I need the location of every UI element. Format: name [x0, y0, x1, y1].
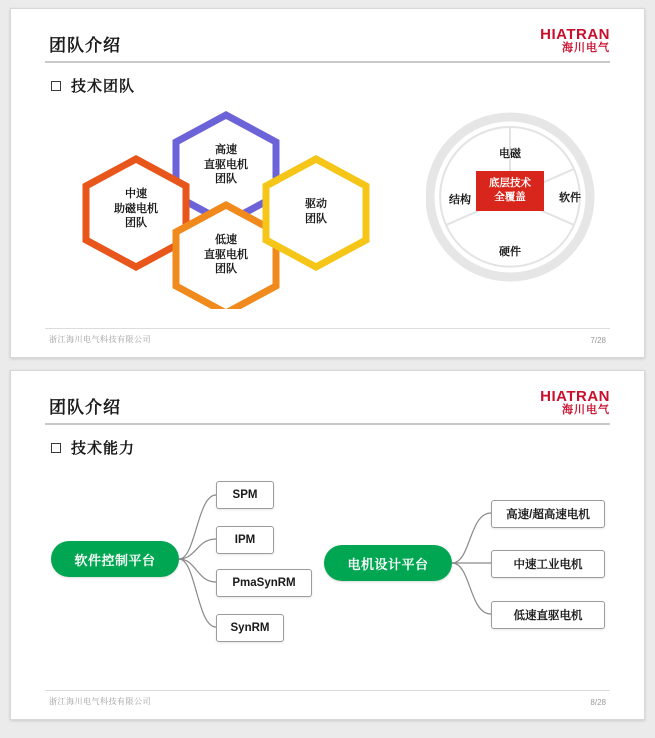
donut-label-software: 软件: [559, 192, 581, 204]
mindmap-node-low-speed-motor[interactable]: 低速直驱电机: [491, 601, 605, 629]
slide-7[interactable]: [10, 8, 645, 358]
brand-logo: [540, 389, 610, 416]
hexagon-label-drive: 驱动 团队: [305, 198, 327, 225]
mindmap-node-synrm[interactable]: SynRM: [216, 614, 284, 642]
logo-chinese-name: 海川电气: [562, 403, 610, 416]
logo-wordmark: HIATRAN: [540, 388, 610, 405]
donut-center-callout: [476, 171, 544, 211]
mindmap-root-software-platform[interactable]: 软件控制平台: [51, 541, 179, 577]
brand-logo: [540, 27, 610, 54]
section-heading: [51, 75, 135, 96]
hexagon-label-low-speed: 低速 直驱电机 团队: [204, 234, 248, 276]
section-heading: [51, 437, 135, 458]
logo-chinese-name: 海川电气: [562, 41, 610, 54]
donut-label-electromagnetic: 电磁: [499, 148, 521, 160]
mindmap-node-pmasynrm[interactable]: PmaSynRM: [216, 569, 312, 597]
slide-8[interactable]: [10, 370, 645, 720]
mindmap-node-mid-speed-motor[interactable]: 中速工业电机: [491, 550, 605, 578]
footer-company: 浙江海川电气科技有限公司: [49, 335, 151, 344]
footer-divider: [45, 328, 610, 329]
page-title: 团队介绍: [49, 398, 121, 417]
logo-wordmark: HIATRAN: [540, 26, 610, 43]
section-heading-label: 技术能力: [71, 440, 136, 457]
mindmap-node-high-speed-motor[interactable]: 高速/超高速电机: [491, 500, 605, 528]
hexagon-shapes: [71, 109, 371, 309]
page-title: 团队介绍: [49, 36, 121, 55]
hexagon-drive[interactable]: [266, 159, 366, 267]
footer-page-number: 7/28: [590, 336, 606, 345]
mindmap-node-spm[interactable]: SPM: [216, 481, 274, 509]
hexagon-mid-speed[interactable]: [86, 159, 186, 267]
mindmap-root-motor-design-platform[interactable]: 电机设计平台: [324, 545, 452, 581]
title-divider: [45, 61, 610, 63]
donut-label-structure: 结构: [449, 194, 471, 206]
footer-company: 浙江海川电气科技有限公司: [49, 697, 151, 706]
title-divider: [45, 423, 610, 425]
coverage-donut-diagram: [426, 109, 606, 289]
hexagon-label-high-speed: 高速 直驱电机 团队: [204, 144, 248, 186]
donut-center-line1: 底层技术: [489, 177, 531, 190]
square-bullet-icon: [51, 443, 61, 453]
hexagon-label-mid-speed: 中速 助磁电机 团队: [114, 188, 158, 230]
mindmap-node-ipm[interactable]: IPM: [216, 526, 274, 554]
donut-label-hardware: 硬件: [499, 246, 521, 258]
donut-center-line2: 全覆盖: [494, 191, 526, 203]
hexagon-diagram: [71, 109, 371, 309]
section-heading-label: 技术团队: [71, 78, 136, 95]
hexagon-low-speed[interactable]: [176, 205, 276, 309]
footer-page-number: 8/28: [590, 698, 606, 707]
square-bullet-icon: [51, 81, 61, 91]
footer-divider: [45, 690, 610, 691]
